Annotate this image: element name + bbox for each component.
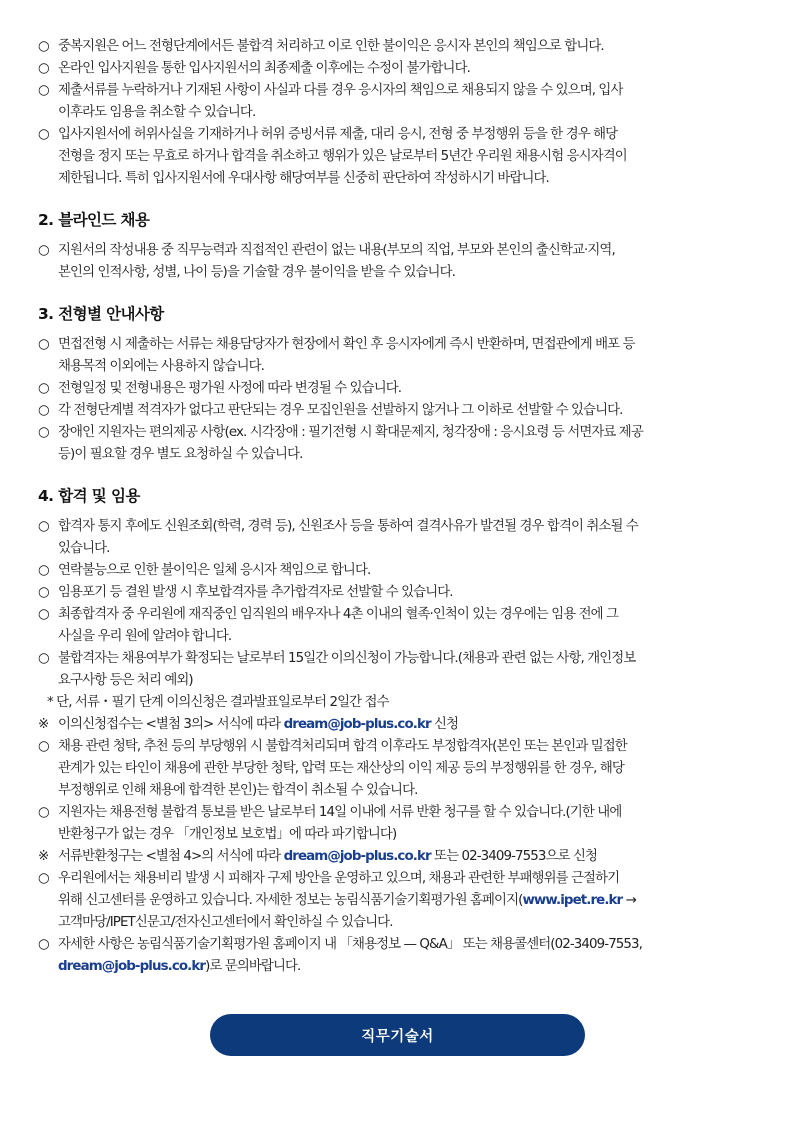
notice-item: ○ 자세한 사항은 농림식품기술기획평가원 홈페이지 내 「채용정보 — Q&A」 또는 채용콜센터(02-3409-7553, (38, 934, 760, 956)
circle-bullet-icon: ○ (38, 381, 49, 396)
notice-item: ○ 입사지원서에 허위사실을 기재하거나 허위 증빙서류 제출, 대리 응시, 전형 중 부정행위 등을 한 경우 해당 (38, 124, 760, 146)
notice-item-continued: 사실을 우리 원에 알려야 합니다. (58, 629, 232, 644)
job-description-button[interactable]: 직무기술서 (210, 1014, 585, 1056)
notice-item-continued: 요구사항 등은 처리 예외) (58, 673, 193, 688)
circle-bullet-icon: ○ (38, 127, 49, 142)
email-link[interactable]: dream@job-plus.co.kr (283, 849, 431, 864)
notice-item-continued: 반환청구가 없는 경우 「개인정보 보호법」에 따라 파기합니다) (58, 827, 397, 842)
circle-bullet-icon: ○ (38, 739, 49, 754)
reference-mark-icon: ※ (38, 849, 49, 864)
notice-item: ○ 제출서류를 누락하거나 기재된 사항이 사실과 다를 경우 응시자의 책임으로 채용되지 않을 수 있으며, 입사 (38, 80, 760, 102)
reference-note: ※ 이의신청접수는 <별첨 3의> 서식에 따라 dream@job-plus.co.kr 신청 (38, 714, 760, 736)
notice-item: ○ 지원자는 채용전형 불합격 통보를 받은 날로부터 14일 이내에 서류 반환 청구를 할 수 있습니다.(기한 내에 (38, 802, 760, 824)
notice-item: ○ 우리원에서는 채용비리 발생 시 피해자 구제 방안을 운영하고 있으며, 채용과 관련한 부패행위를 근절하기 (38, 868, 760, 890)
circle-bullet-icon: ○ (38, 337, 49, 352)
document-body (38, 36, 760, 978)
notice-item-continued: 고객마당/IPET신문고/전자신고센터에서 확인하실 수 있습니다. (58, 915, 393, 930)
notice-item-continued: 등)이 필요할 경우 별도 요청하실 수 있습니다. (58, 447, 303, 462)
sub-note: * 단, 서류・필기 단계 이의신청은 결과발표일로부터 2일간 접수 (47, 695, 389, 710)
notice-item-continued: 있습니다. (58, 541, 110, 556)
email-link[interactable]: dream@job-plus.co.kr (58, 959, 206, 974)
circle-bullet-icon: ○ (38, 563, 49, 578)
notice-item: ○ 불합격자는 채용여부가 확정되는 날로부터 15일간 이의신청이 가능합니다.(채용과 관련 없는 사항, 개인정보 (38, 648, 760, 670)
website-link[interactable]: www.ipet.re.kr (522, 893, 623, 908)
notice-item: ○ 합격자 통지 후에도 신원조회(학력, 경력 등), 신원조사 등을 통하여 결격사유가 발견될 경우 합격이 취소될 수 (38, 516, 760, 538)
notice-item: ○ 온라인 입사지원을 통한 입사지원서의 최종제출 이후에는 수정이 불가합니다. (38, 58, 760, 80)
notice-item: ○ 지원서의 작성내용 중 직무능력과 직접적인 관련이 없는 내용(부모의 직업, 부모와 본인의 출신학교·지역, (38, 240, 760, 262)
notice-item-continued: 전형을 정지 또는 무효로 하거나 합격을 취소하고 행위가 있은 날로부터 5년간 우리원 채용시험 응시자격이 (58, 149, 627, 164)
circle-bullet-icon: ○ (38, 651, 49, 666)
circle-bullet-icon: ○ (38, 61, 49, 76)
notice-item: ○ 임용포기 등 결원 발생 시 후보합격자를 추가합격자로 선발할 수 있습니다. (38, 582, 760, 604)
circle-bullet-icon: ○ (38, 871, 49, 886)
reference-mark-icon: ※ (38, 717, 49, 732)
notice-item-continued: 부정행위로 인해 채용에 합격한 본인)는 합격이 취소될 수 있습니다. (58, 783, 418, 798)
notice-item-continued: 위해 신고센터를 운영하고 있습니다. 자세한 정보는 농림식품기술기획평가원 홈페이지(www.ipet.re.kr → (58, 893, 636, 908)
reference-note: ※ 서류반환청구는 <별첨 4>의 서식에 따라 dream@job-plus.co.kr 또는 02-3409-7553으로 신청 (38, 846, 760, 868)
notice-item: ○ 각 전형단계별 적격자가 없다고 판단되는 경우 모집인원을 선발하지 않거나 그 이하로 선발할 수 있습니다. (38, 400, 760, 422)
section-heading-screening-guide: 3. 전형별 안내사항 (38, 305, 164, 323)
notice-item: ○ 채용 관련 청탁, 추천 등의 부당행위 시 불합격처리되며 합격 이후라도 부정합격자(본인 또는 본인과 밀접한 (38, 736, 760, 758)
notice-item-continued: 본인의 인적사항, 성별, 나이 등)을 기술할 경우 불이익을 받을 수 있습니다. (58, 265, 455, 280)
notice-item: ○ 전형일정 및 전형내용은 평가원 사정에 따라 변경될 수 있습니다. (38, 378, 760, 400)
notice-item: ○ 면접전형 시 제출하는 서류는 채용담당자가 현장에서 확인 후 응시자에게 즉시 반환하며, 면접관에게 배포 등 (38, 334, 760, 356)
notice-item: ○ 장애인 지원자는 편의제공 사항(ex. 시각장애 : 필기전형 시 확대문제지, 청각장애 : 응시요령 등 서면자료 제공 (38, 422, 760, 444)
circle-bullet-icon: ○ (38, 805, 49, 820)
circle-bullet-icon: ○ (38, 937, 49, 952)
circle-bullet-icon: ○ (38, 39, 49, 54)
notice-item-continued: 채용목적 이외에는 사용하지 않습니다. (58, 359, 264, 374)
notice-item-continued: 제한됩니다. 특히 입사지원서에 우대사항 해당여부를 신중히 판단하여 작성하시기 바랍니다. (58, 171, 549, 186)
circle-bullet-icon: ○ (38, 607, 49, 622)
circle-bullet-icon: ○ (38, 519, 49, 534)
notice-item-continued: dream@job-plus.co.kr)로 문의바랍니다. (58, 959, 301, 974)
asterisk-icon: * (47, 695, 53, 710)
notice-item-continued: 관계가 있는 타인이 채용에 관한 부당한 청탁, 압력 또는 재산상의 이익 제공 등의 부정행위를 한 경우, 해당 (58, 761, 624, 776)
section-heading-pass-appointment: 4. 합격 및 임용 (38, 487, 140, 505)
notice-item: ○ 연락불능으로 인한 불이익은 일체 응시자 책임으로 합니다. (38, 560, 760, 582)
notice-item-continued: 이후라도 임용을 취소할 수 있습니다. (58, 105, 256, 120)
circle-bullet-icon: ○ (38, 243, 49, 258)
notice-item: ○ 중복지원은 어느 전형단계에서든 불합격 처리하고 이로 인한 불이익은 응시자 본인의 책임으로 합니다. (38, 36, 760, 58)
circle-bullet-icon: ○ (38, 403, 49, 418)
arrow-right-icon: → (622, 893, 636, 908)
email-link[interactable]: dream@job-plus.co.kr (283, 717, 431, 732)
section-heading-blind-hiring: 2. 블라인드 채용 (38, 211, 150, 229)
notice-item: ○ 최종합격자 중 우리원에 재직중인 임직원의 배우자나 4촌 이내의 혈족·인척이 있는 경우에는 임용 전에 그 (38, 604, 760, 626)
circle-bullet-icon: ○ (38, 585, 49, 600)
circle-bullet-icon: ○ (38, 83, 49, 98)
circle-bullet-icon: ○ (38, 425, 49, 440)
